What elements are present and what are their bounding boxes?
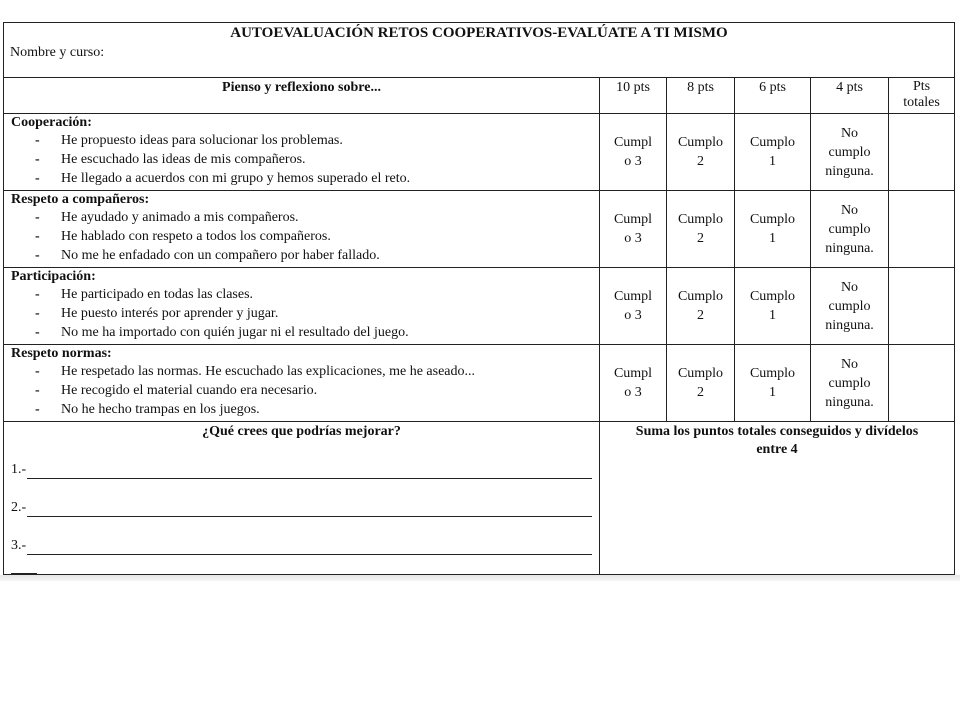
option-4-cell bbox=[811, 268, 889, 345]
criterion-title: Respeto normas: bbox=[11, 346, 112, 361]
criterion-cell bbox=[4, 191, 600, 268]
option-8-line-2: 2 bbox=[697, 154, 704, 169]
criterion-item-text: No he hecho trampas en los juegos. bbox=[61, 402, 260, 417]
criterion-row bbox=[4, 268, 955, 345]
option-4-line-3: ninguna. bbox=[825, 317, 874, 333]
option-10-line-1: Cumpl bbox=[613, 366, 653, 381]
option-10-cell bbox=[600, 191, 667, 268]
option-6-line-2: 1 bbox=[769, 231, 776, 246]
page-bottom-shadow bbox=[0, 575, 960, 581]
criterion-item bbox=[11, 323, 595, 342]
sum-text-line-2: entre 4 bbox=[756, 442, 798, 457]
header-total-line-2: totales bbox=[903, 95, 940, 110]
option-8-line-1: Cumplo bbox=[677, 135, 724, 150]
option-6-line-1: Cumplo bbox=[749, 135, 796, 150]
answer-underline bbox=[27, 540, 592, 555]
header-row bbox=[4, 78, 955, 114]
option-6-cell bbox=[735, 191, 811, 268]
option-6-line-2: 1 bbox=[769, 154, 776, 169]
option-4-line-2: cumplo bbox=[828, 298, 871, 314]
criterion-item-text: He puesto interés por aprender y jugar. bbox=[61, 306, 279, 321]
total-cell[interactable] bbox=[889, 345, 955, 422]
option-6-line-1: Cumplo bbox=[749, 289, 796, 304]
option-6-line-2: 1 bbox=[769, 385, 776, 400]
option-8-line-2: 2 bbox=[697, 385, 704, 400]
criterion-title: Respeto a compañeros: bbox=[11, 192, 150, 207]
option-8-cell bbox=[667, 345, 735, 422]
option-8-line-1: Cumplo bbox=[677, 289, 724, 304]
criterion-items bbox=[11, 285, 595, 342]
criterion-title: Participación: bbox=[11, 269, 96, 284]
criterion-row bbox=[4, 345, 955, 422]
option-4-line-1: No bbox=[840, 125, 859, 141]
criterion-item-text: No me ha importado con quién jugar ni el resultado del juego. bbox=[61, 325, 409, 340]
criterion-title: Cooperación: bbox=[11, 115, 92, 130]
criterion-cell bbox=[4, 114, 600, 191]
criterion-item-text: No me he enfadado con un compañero por haber fallado. bbox=[61, 248, 380, 263]
title-cell bbox=[4, 23, 955, 78]
option-10-line-2: o 3 bbox=[624, 385, 642, 400]
criterion-item bbox=[11, 381, 595, 400]
criterion-item-text: He llegado a acuerdos con mi grupo y hemos superado el reto. bbox=[61, 171, 411, 186]
criterion-item bbox=[11, 208, 595, 227]
improve-cell bbox=[4, 422, 600, 575]
criterion-cell bbox=[4, 268, 600, 345]
criterion-items bbox=[11, 208, 595, 265]
option-4-line-3: ninguna. bbox=[825, 394, 874, 410]
total-cell[interactable] bbox=[889, 268, 955, 345]
option-4-line-2: cumplo bbox=[828, 144, 871, 160]
option-10-line-1: Cumpl bbox=[613, 289, 653, 304]
criterion-item bbox=[11, 304, 595, 323]
bullet-dash: - bbox=[35, 152, 40, 167]
option-10-line-2: o 3 bbox=[624, 231, 642, 246]
criterion-item bbox=[11, 400, 595, 419]
criterion-items bbox=[11, 131, 595, 188]
criterion-item-text: He propuesto ideas para solucionar los problemas. bbox=[61, 133, 343, 148]
header-reflect-label: Pienso y reflexiono sobre... bbox=[222, 80, 381, 95]
criterion-row bbox=[4, 191, 955, 268]
option-4-line-2: cumplo bbox=[828, 221, 871, 237]
criterion-item-text: He participado en todas las clases. bbox=[61, 287, 254, 302]
header-reflect bbox=[4, 78, 600, 114]
title-row bbox=[4, 23, 955, 78]
answer-line-3[interactable] bbox=[11, 535, 592, 555]
answer-number-3: 3.- bbox=[11, 538, 27, 553]
bullet-dash: - bbox=[35, 306, 40, 321]
option-10-cell bbox=[600, 268, 667, 345]
sum-cell bbox=[600, 422, 955, 575]
option-10-cell bbox=[600, 114, 667, 191]
bottom-row bbox=[4, 422, 955, 575]
trailing-underline bbox=[11, 571, 37, 574]
option-6-cell bbox=[735, 345, 811, 422]
bullet-dash: - bbox=[35, 364, 40, 379]
option-6-cell bbox=[735, 268, 811, 345]
option-4-cell bbox=[811, 191, 889, 268]
option-4-line-1: No bbox=[840, 279, 859, 295]
criterion-item bbox=[11, 169, 595, 188]
criterion-item-text: He respetado las normas. He escuchado las explicaciones, me he aseado... bbox=[61, 364, 476, 379]
header-6-pts: 6 pts bbox=[735, 78, 811, 114]
option-8-line-1: Cumplo bbox=[677, 366, 724, 381]
option-10-cell bbox=[600, 345, 667, 422]
criterion-item bbox=[11, 362, 595, 381]
criterion-item-text: He ayudado y animado a mis compañeros. bbox=[61, 210, 299, 225]
criterion-item-text: He escuchado las ideas de mis compañeros. bbox=[61, 152, 306, 167]
option-4-line-1: No bbox=[840, 202, 859, 218]
improve-title: ¿Qué crees que podrías mejorar? bbox=[202, 424, 401, 439]
option-8-cell bbox=[667, 191, 735, 268]
sum-text-line-1: Suma los puntos totales conseguidos y divídelos bbox=[635, 424, 919, 439]
bullet-dash: - bbox=[35, 210, 40, 225]
answer-underline bbox=[27, 464, 592, 479]
option-8-line-2: 2 bbox=[697, 308, 704, 323]
header-total-line-1: Pts bbox=[912, 79, 931, 94]
document-title: AUTOEVALUACIÓN RETOS COOPERATIVOS-EVALÚATE A TI MISMO bbox=[230, 25, 728, 41]
total-cell[interactable] bbox=[889, 191, 955, 268]
option-6-cell bbox=[735, 114, 811, 191]
bullet-dash: - bbox=[35, 133, 40, 148]
bullet-dash: - bbox=[35, 402, 40, 417]
answer-line-1[interactable] bbox=[11, 459, 592, 479]
option-4-line-3: ninguna. bbox=[825, 163, 874, 179]
header-4-pts: 4 pts bbox=[811, 78, 889, 114]
criterion-cell bbox=[4, 345, 600, 422]
option-8-line-1: Cumplo bbox=[677, 212, 724, 227]
name-course-label: Nombre y curso: bbox=[10, 45, 105, 60]
total-cell[interactable] bbox=[889, 114, 955, 191]
header-total-pts bbox=[889, 78, 955, 114]
option-4-line-3: ninguna. bbox=[825, 240, 874, 256]
bullet-dash: - bbox=[35, 287, 40, 302]
option-8-cell bbox=[667, 114, 735, 191]
criterion-item-text: He recogido el material cuando era necesario. bbox=[61, 383, 318, 398]
option-10-line-1: Cumpl bbox=[613, 135, 653, 150]
option-4-line-2: cumplo bbox=[828, 375, 871, 391]
criterion-item-text: He hablado con respeto a todos los compañeros. bbox=[61, 229, 331, 244]
criterion-item bbox=[11, 246, 595, 265]
criterion-item bbox=[11, 150, 595, 169]
bullet-dash: - bbox=[35, 171, 40, 186]
criterion-item bbox=[11, 131, 595, 150]
option-4-cell bbox=[811, 345, 889, 422]
option-4-cell bbox=[811, 114, 889, 191]
option-10-line-1: Cumpl bbox=[613, 212, 653, 227]
criterion-item bbox=[11, 285, 595, 304]
option-6-line-2: 1 bbox=[769, 308, 776, 323]
criterion-item bbox=[11, 227, 595, 246]
criterion-items bbox=[11, 362, 595, 419]
option-10-line-2: o 3 bbox=[624, 308, 642, 323]
answer-number-1: 1.- bbox=[11, 462, 27, 477]
option-8-line-2: 2 bbox=[697, 231, 704, 246]
answer-underline bbox=[27, 502, 592, 517]
bullet-dash: - bbox=[35, 229, 40, 244]
option-8-cell bbox=[667, 268, 735, 345]
bullet-dash: - bbox=[35, 383, 40, 398]
option-10-line-2: o 3 bbox=[624, 154, 642, 169]
bullet-dash: - bbox=[35, 248, 40, 263]
option-6-line-1: Cumplo bbox=[749, 212, 796, 227]
answer-line-2[interactable] bbox=[11, 497, 592, 517]
bullet-dash: - bbox=[35, 325, 40, 340]
header-10-pts: 10 pts bbox=[600, 78, 667, 114]
option-4-line-1: No bbox=[840, 356, 859, 372]
criterion-row bbox=[4, 114, 955, 191]
option-6-line-1: Cumplo bbox=[749, 366, 796, 381]
answer-number-2: 2.- bbox=[11, 500, 27, 515]
evaluation-table bbox=[3, 22, 955, 575]
header-8-pts: 8 pts bbox=[667, 78, 735, 114]
